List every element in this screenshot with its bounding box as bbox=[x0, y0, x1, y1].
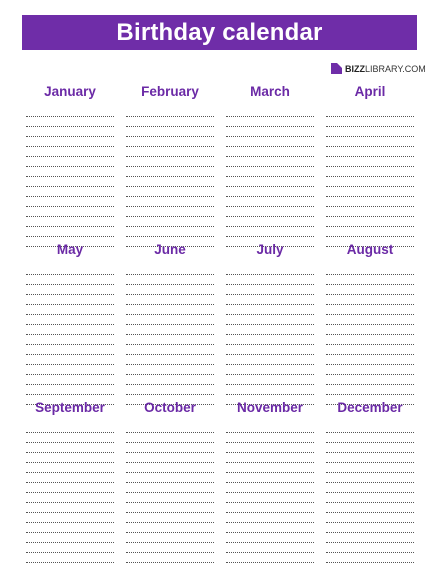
birthday-entry-line bbox=[226, 137, 314, 147]
birthday-entry-line bbox=[26, 295, 114, 305]
birthday-entry-line bbox=[26, 265, 114, 275]
birthday-entry-line bbox=[326, 463, 414, 473]
birthday-entry-line bbox=[226, 157, 314, 167]
month-name: November bbox=[236, 400, 304, 415]
birthday-entry-line bbox=[126, 345, 214, 355]
birthday-entry-line bbox=[126, 453, 214, 463]
birthday-entry-line bbox=[126, 285, 214, 295]
birthday-entry-line bbox=[226, 453, 314, 463]
birthday-entry-line bbox=[126, 157, 214, 167]
birthday-entry-line bbox=[26, 423, 114, 433]
entry-lines bbox=[26, 107, 114, 247]
birthday-entry-line bbox=[226, 443, 314, 453]
birthday-entry-line bbox=[126, 265, 214, 275]
birthday-entry-line bbox=[326, 167, 414, 177]
birthday-entry-line bbox=[326, 375, 414, 385]
birthday-entry-line bbox=[326, 305, 414, 315]
birthday-entry-line bbox=[126, 375, 214, 385]
month-name: September bbox=[35, 400, 105, 415]
birthday-entry-line bbox=[226, 483, 314, 493]
birthday-entry-line bbox=[326, 217, 414, 227]
birthday-entry-line bbox=[226, 265, 314, 275]
birthday-entry-line bbox=[226, 553, 314, 563]
birthday-entry-line bbox=[226, 295, 314, 305]
month-name: December bbox=[337, 400, 403, 415]
birthday-entry-line bbox=[26, 523, 114, 533]
birthday-entry-line bbox=[26, 355, 114, 365]
birthday-entry-line bbox=[126, 335, 214, 345]
birthday-entry-line bbox=[226, 305, 314, 315]
birthday-entry-line bbox=[26, 305, 114, 315]
birthday-entry-line bbox=[326, 385, 414, 395]
entry-lines bbox=[26, 265, 114, 405]
birthday-entry-line bbox=[126, 325, 214, 335]
birthday-entry-line bbox=[126, 295, 214, 305]
birthday-entry-line bbox=[26, 533, 114, 543]
birthday-entry-line bbox=[226, 315, 314, 325]
entry-lines bbox=[126, 423, 214, 563]
birthday-entry-line bbox=[226, 217, 314, 227]
birthday-entry-line bbox=[326, 513, 414, 523]
month-name: July bbox=[256, 242, 284, 257]
birthday-entry-line bbox=[126, 117, 214, 127]
entry-lines bbox=[26, 423, 114, 563]
birthday-entry-line bbox=[126, 167, 214, 177]
birthday-entry-line bbox=[126, 127, 214, 137]
birthday-entry-line bbox=[126, 533, 214, 543]
birthday-entry-line bbox=[26, 147, 114, 157]
birthday-entry-line bbox=[326, 157, 414, 167]
birthday-entry-line bbox=[326, 453, 414, 463]
birthday-entry-line bbox=[226, 197, 314, 207]
birthday-entry-line bbox=[226, 177, 314, 187]
birthday-entry-line bbox=[26, 553, 114, 563]
birthday-entry-line bbox=[326, 483, 414, 493]
birthday-entry-line bbox=[326, 553, 414, 563]
birthday-entry-line bbox=[226, 107, 314, 117]
birthday-entry-line bbox=[26, 157, 114, 167]
entry-lines bbox=[326, 107, 414, 247]
month-name: May bbox=[56, 242, 84, 257]
birthday-entry-line bbox=[26, 453, 114, 463]
month-block-february bbox=[126, 83, 214, 247]
birthday-entry-line bbox=[226, 207, 314, 217]
birthday-entry-line bbox=[26, 345, 114, 355]
birthday-entry-line bbox=[126, 305, 214, 315]
birthday-entry-line bbox=[26, 275, 114, 285]
birthday-entry-line bbox=[326, 127, 414, 137]
birthday-entry-line bbox=[226, 513, 314, 523]
birthday-entry-line bbox=[126, 107, 214, 117]
birthday-entry-line bbox=[226, 365, 314, 375]
birthday-entry-line bbox=[326, 285, 414, 295]
birthday-entry-line bbox=[126, 423, 214, 433]
birthday-entry-line bbox=[126, 483, 214, 493]
birthday-entry-line bbox=[126, 137, 214, 147]
birthday-entry-line bbox=[126, 463, 214, 473]
birthday-entry-line bbox=[226, 433, 314, 443]
entry-lines bbox=[326, 423, 414, 563]
birthday-entry-line bbox=[226, 187, 314, 197]
birthday-entry-line bbox=[326, 187, 414, 197]
birthday-entry-line bbox=[126, 227, 214, 237]
birthday-entry-line bbox=[326, 503, 414, 513]
entry-lines bbox=[126, 107, 214, 247]
title-banner bbox=[22, 15, 417, 50]
birthday-entry-line bbox=[126, 513, 214, 523]
month-block-october bbox=[126, 399, 214, 563]
birthday-entry-line bbox=[26, 463, 114, 473]
birthday-entry-line bbox=[226, 275, 314, 285]
entry-lines bbox=[226, 423, 314, 563]
birthday-entry-line bbox=[126, 443, 214, 453]
month-block-december bbox=[326, 399, 414, 563]
birthday-entry-line bbox=[226, 147, 314, 157]
month-block-june bbox=[126, 241, 214, 405]
birthday-entry-line bbox=[326, 325, 414, 335]
birthday-entry-line bbox=[26, 335, 114, 345]
month-block-september bbox=[26, 399, 114, 563]
birthday-entry-line bbox=[226, 375, 314, 385]
birthday-entry-line bbox=[226, 503, 314, 513]
birthday-entry-line bbox=[326, 197, 414, 207]
birthday-entry-line bbox=[226, 523, 314, 533]
month-block-march bbox=[226, 83, 314, 247]
birthday-entry-line bbox=[226, 355, 314, 365]
birthday-entry-line bbox=[326, 107, 414, 117]
birthday-entry-line bbox=[326, 473, 414, 483]
birthday-entry-line bbox=[26, 375, 114, 385]
birthday-entry-line bbox=[26, 187, 114, 197]
page-title: Birthday calendar bbox=[116, 18, 323, 46]
birthday-entry-line bbox=[26, 137, 114, 147]
birthday-entry-line bbox=[126, 523, 214, 533]
month-name: January bbox=[44, 84, 96, 99]
birthday-entry-line bbox=[326, 117, 414, 127]
birthday-entry-line bbox=[26, 325, 114, 335]
birthday-entry-line bbox=[226, 167, 314, 177]
month-name: August bbox=[346, 242, 394, 257]
birthday-entry-line bbox=[226, 285, 314, 295]
birthday-entry-line bbox=[126, 385, 214, 395]
birthday-entry-line bbox=[126, 553, 214, 563]
birthday-entry-line bbox=[326, 295, 414, 305]
birthday-entry-line bbox=[26, 177, 114, 187]
birthday-entry-line bbox=[226, 423, 314, 433]
birthday-entry-line bbox=[126, 473, 214, 483]
birthday-entry-line bbox=[26, 197, 114, 207]
month-name: February bbox=[141, 84, 199, 99]
birthday-entry-line bbox=[126, 355, 214, 365]
birthday-entry-line bbox=[326, 275, 414, 285]
birthday-entry-line bbox=[226, 325, 314, 335]
birthday-entry-line bbox=[326, 493, 414, 503]
month-name: April bbox=[354, 84, 386, 99]
birthday-entry-line bbox=[326, 533, 414, 543]
birthday-entry-line bbox=[126, 207, 214, 217]
birthday-entry-line bbox=[126, 177, 214, 187]
birthday-entry-line bbox=[226, 463, 314, 473]
birthday-entry-line bbox=[26, 365, 114, 375]
birthday-entry-line bbox=[226, 227, 314, 237]
birthday-entry-line bbox=[26, 473, 114, 483]
birthday-entry-line bbox=[226, 127, 314, 137]
birthday-entry-line bbox=[26, 285, 114, 295]
birthday-entry-line bbox=[26, 107, 114, 117]
birthday-entry-line bbox=[226, 335, 314, 345]
birthday-entry-line bbox=[326, 335, 414, 345]
birthday-entry-line bbox=[26, 443, 114, 453]
month-block-april bbox=[326, 83, 414, 247]
birthday-entry-line bbox=[226, 117, 314, 127]
birthday-entry-line bbox=[26, 167, 114, 177]
entry-lines bbox=[226, 265, 314, 405]
birthday-entry-line bbox=[326, 147, 414, 157]
birthday-entry-line bbox=[126, 217, 214, 227]
birthday-entry-line bbox=[126, 503, 214, 513]
birthday-entry-line bbox=[126, 147, 214, 157]
month-block-may bbox=[26, 241, 114, 405]
logo bbox=[331, 63, 426, 74]
birthday-entry-line bbox=[126, 197, 214, 207]
birthday-entry-line bbox=[126, 433, 214, 443]
birthday-entry-line bbox=[126, 315, 214, 325]
birthday-entry-line bbox=[126, 493, 214, 503]
birthday-entry-line bbox=[26, 117, 114, 127]
birthday-entry-line bbox=[126, 187, 214, 197]
birthday-entry-line bbox=[326, 207, 414, 217]
birthday-entry-line bbox=[26, 493, 114, 503]
birthday-entry-line bbox=[26, 127, 114, 137]
month-name: October bbox=[144, 400, 196, 415]
birthday-entry-line bbox=[126, 543, 214, 553]
month-name: June bbox=[154, 242, 186, 257]
month-block-november bbox=[226, 399, 314, 563]
birthday-entry-line bbox=[26, 503, 114, 513]
birthday-entry-line bbox=[26, 385, 114, 395]
birthday-entry-line bbox=[26, 543, 114, 553]
birthday-entry-line bbox=[226, 543, 314, 553]
birthday-entry-line bbox=[226, 533, 314, 543]
birthday-entry-line bbox=[326, 443, 414, 453]
birthday-entry-line bbox=[126, 365, 214, 375]
birthday-entry-line bbox=[26, 433, 114, 443]
birthday-entry-line bbox=[26, 513, 114, 523]
birthday-entry-line bbox=[326, 345, 414, 355]
birthday-entry-line bbox=[326, 265, 414, 275]
birthday-entry-line bbox=[26, 483, 114, 493]
month-block-august bbox=[326, 241, 414, 405]
birthday-entry-line bbox=[226, 493, 314, 503]
birthday-entry-line bbox=[26, 217, 114, 227]
birthday-entry-line bbox=[226, 385, 314, 395]
entry-lines bbox=[226, 107, 314, 247]
birthday-entry-line bbox=[326, 177, 414, 187]
entry-lines bbox=[126, 265, 214, 405]
birthday-entry-line bbox=[326, 523, 414, 533]
birthday-entry-line bbox=[326, 423, 414, 433]
logo-text: BIZZLIBRARY.COM bbox=[345, 63, 426, 74]
birthday-entry-line bbox=[26, 207, 114, 217]
entry-lines bbox=[326, 265, 414, 405]
birthday-entry-line bbox=[326, 227, 414, 237]
birthday-entry-line bbox=[226, 473, 314, 483]
birthday-entry-line bbox=[326, 365, 414, 375]
birthday-entry-line bbox=[326, 433, 414, 443]
bizzlibrary-logo-icon bbox=[331, 63, 342, 74]
birthday-entry-line bbox=[26, 227, 114, 237]
birthday-entry-line bbox=[326, 355, 414, 365]
birthday-entry-line bbox=[326, 137, 414, 147]
birthday-entry-line bbox=[326, 543, 414, 553]
month-name: March bbox=[250, 84, 290, 99]
month-block-january bbox=[26, 83, 114, 247]
birthday-entry-line bbox=[126, 275, 214, 285]
birthday-entry-line bbox=[326, 315, 414, 325]
birthday-entry-line bbox=[226, 345, 314, 355]
birthday-entry-line bbox=[26, 315, 114, 325]
month-block-july bbox=[226, 241, 314, 405]
